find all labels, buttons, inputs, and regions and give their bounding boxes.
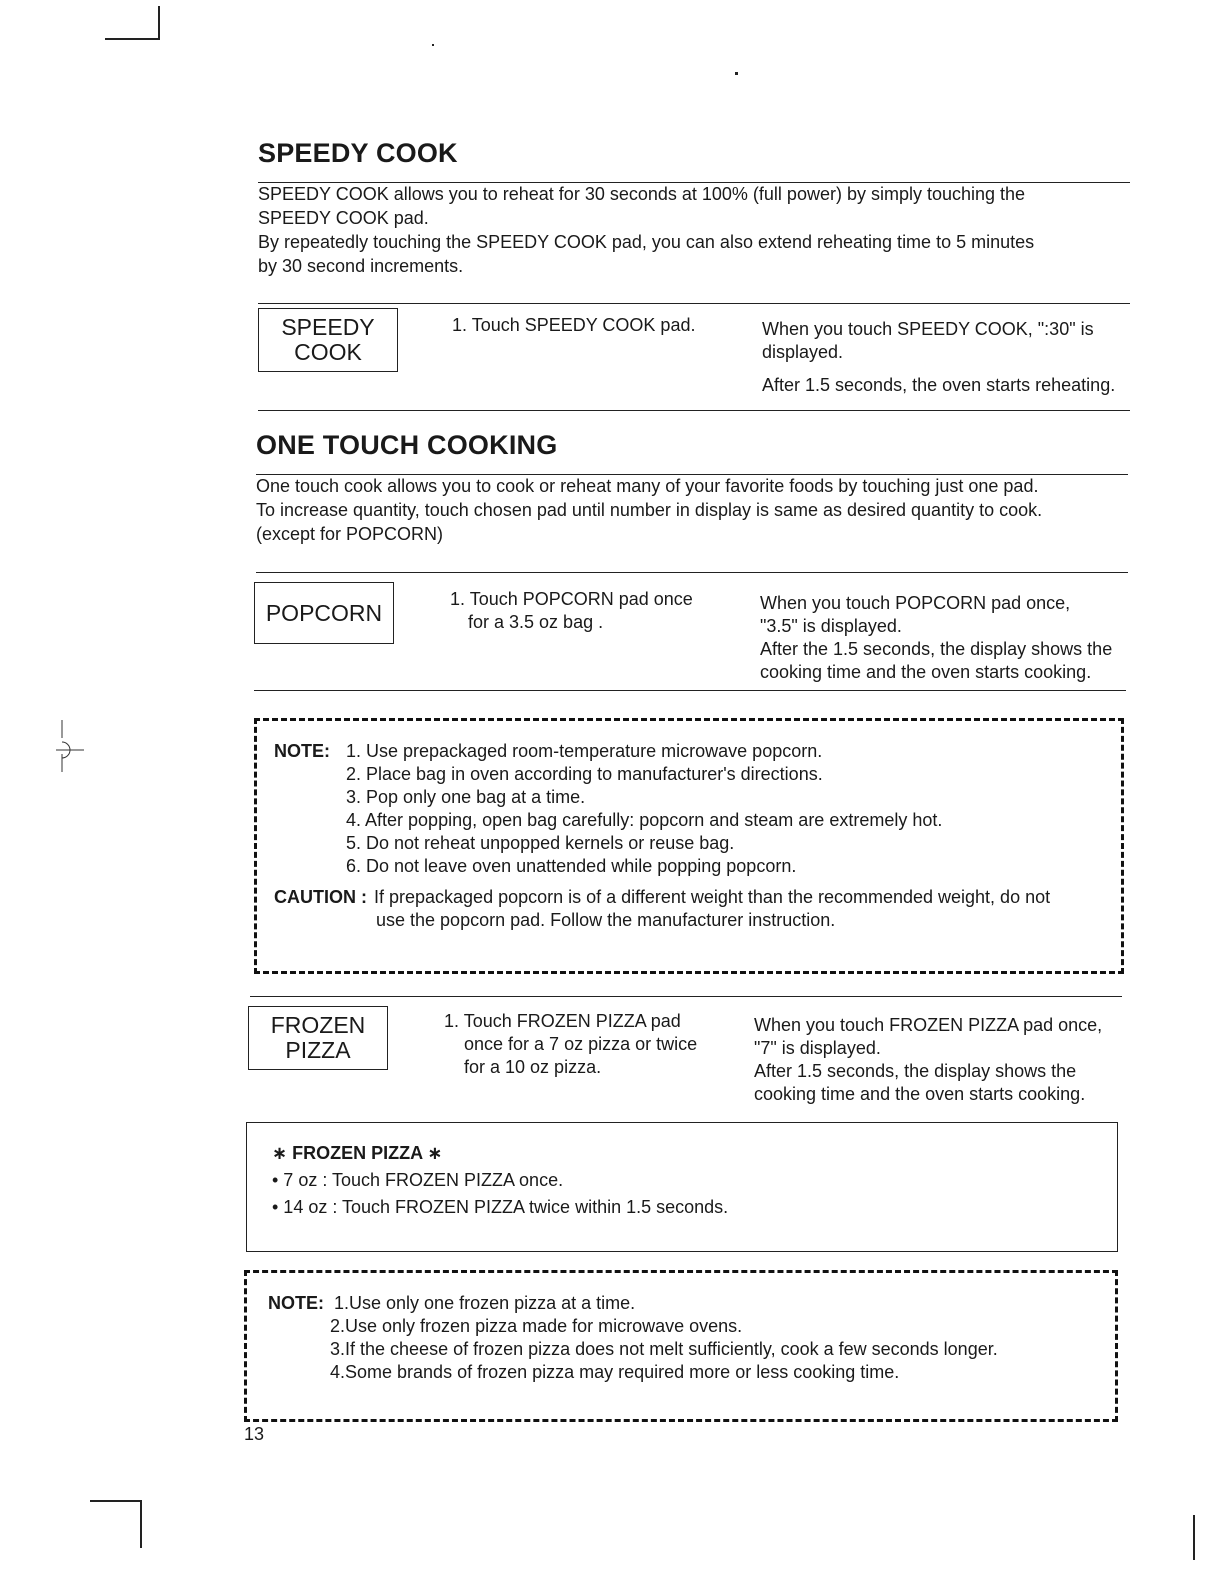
note-item: 6. Do not leave oven unattended while popping popcorn. (346, 856, 797, 876)
step-line: 1. Touch POPCORN pad once (450, 589, 693, 609)
desc-line: cooking time and the oven starts cooking. (754, 1084, 1086, 1104)
speedy-cook-description (762, 318, 1142, 397)
step-line: once for a 7 oz pizza or twice (464, 1034, 698, 1054)
pad-label: SPEEDY (281, 314, 375, 340)
intro-line: SPEEDY COOK allows you to reheat for 30 seconds at 100% (full power) by simply touching the (258, 184, 1026, 204)
scan-speck (432, 44, 434, 46)
divider (258, 303, 1130, 304)
caution-label: CAUTION : (274, 887, 367, 907)
registration-mark-icon (50, 720, 90, 772)
note-item: 1. Use prepackaged room-temperature microwave popcorn. (346, 741, 823, 761)
box-item: • 14 oz : Touch FROZEN PIZZA twice within 1.5 seconds. (272, 1197, 729, 1217)
frozen-pizza-pad (248, 1006, 388, 1070)
caution-line: If prepackaged popcorn is of a different weight than the recommended weight, do not (374, 887, 1051, 907)
desc-line: When you touch SPEEDY COOK, ":30" is (762, 319, 1094, 339)
note-label: NOTE: (274, 741, 330, 761)
step-line: 1. Touch FROZEN PIZZA pad (444, 1011, 681, 1031)
speedy-cook-step: 1. Touch SPEEDY COOK pad. (452, 315, 696, 335)
pad-label: PIZZA (285, 1037, 351, 1063)
divider (254, 690, 1126, 691)
frozen-pizza-notes (268, 1292, 1108, 1384)
intro-line: By repeatedly touching the SPEEDY COOK pad, you can also extend reheating time to 5 minutes (258, 232, 1035, 252)
crop-mark-right-edge (1193, 1515, 1195, 1560)
note-item: 3.If the cheese of frozen pizza does not melt sufficiently, cook a few seconds longer. (330, 1339, 998, 1359)
desc-line: After 1.5 seconds, the display shows the (754, 1061, 1077, 1081)
note-item: 4. After popping, open bag carefully: popcorn and steam are extremely hot. (346, 810, 943, 830)
pad-label: FROZEN (270, 1012, 366, 1038)
section-title-speedy-cook: SPEEDY COOK (258, 138, 458, 168)
speedy-cook-pad (258, 308, 398, 372)
desc-line: After 1.5 seconds, the oven starts reheating. (762, 375, 1116, 395)
desc-line: "7" is displayed. (754, 1038, 881, 1058)
scan-speck (735, 72, 738, 75)
frozen-pizza-description (754, 1014, 1134, 1106)
desc-line: "3.5" is displayed. (760, 616, 902, 636)
note-item: 5. Do not reheat unpopped kernels or reuse bag. (346, 833, 735, 853)
popcorn-step (450, 588, 693, 634)
divider (256, 572, 1128, 573)
desc-line: cooking time and the oven starts cooking. (760, 662, 1092, 682)
intro-line: by 30 second increments. (258, 256, 464, 276)
desc-line: After the 1.5 seconds, the display shows the (760, 639, 1113, 659)
crop-mark-top-left-h (105, 38, 160, 40)
note-label: NOTE: (268, 1293, 324, 1313)
caution-line: use the popcorn pad. Follow the manufacturer instruction. (376, 910, 836, 930)
desc-line: When you touch POPCORN pad once, (760, 593, 1071, 613)
page-number: 13 (244, 1424, 265, 1444)
one-touch-intro (256, 474, 1136, 546)
step-line: for a 10 oz pizza. (464, 1057, 602, 1077)
crop-mark-top-left-v (158, 6, 160, 40)
crop-mark-bottom-left-h (90, 1500, 142, 1502)
desc-line: displayed. (762, 342, 844, 362)
intro-line: (except for POPCORN) (256, 524, 444, 544)
section-title-one-touch-cooking: ONE TOUCH COOKING (256, 430, 558, 460)
note-item: 2. Place bag in oven according to manufacturer's directions. (346, 764, 823, 784)
step-line: for a 3.5 oz bag . (468, 612, 604, 632)
popcorn-pad (254, 582, 394, 644)
note-item: 4.Some brands of frozen pizza may required more or less cooking time. (330, 1362, 900, 1382)
box-title: ∗ FROZEN PIZZA ∗ (272, 1143, 443, 1163)
intro-line: To increase quantity, touch chosen pad until number in display is same as desired quantity to cook. (256, 500, 1043, 520)
divider (250, 996, 1122, 997)
intro-line: One touch cook allows you to cook or reheat many of your favorite foods by touching just one pad. (256, 476, 1039, 496)
frozen-pizza-step (444, 1010, 697, 1079)
note-item: 2.Use only frozen pizza made for microwave ovens. (330, 1316, 743, 1336)
popcorn-description (760, 592, 1140, 684)
crop-mark-bottom-left-v (140, 1500, 142, 1548)
divider (258, 410, 1130, 411)
pad-label: POPCORN (265, 599, 383, 626)
note-item: 1.Use only one frozen pizza at a time. (334, 1293, 636, 1313)
popcorn-notes (274, 740, 1114, 932)
speedy-cook-intro (258, 182, 1138, 278)
intro-line: SPEEDY COOK pad. (258, 208, 429, 228)
frozen-pizza-quantities (272, 1142, 1092, 1219)
desc-line: When you touch FROZEN PIZZA pad once, (754, 1015, 1103, 1035)
box-item: • 7 oz : Touch FROZEN PIZZA once. (272, 1170, 564, 1190)
pad-label: COOK (294, 339, 362, 365)
note-item: 3. Pop only one bag at a time. (346, 787, 586, 807)
